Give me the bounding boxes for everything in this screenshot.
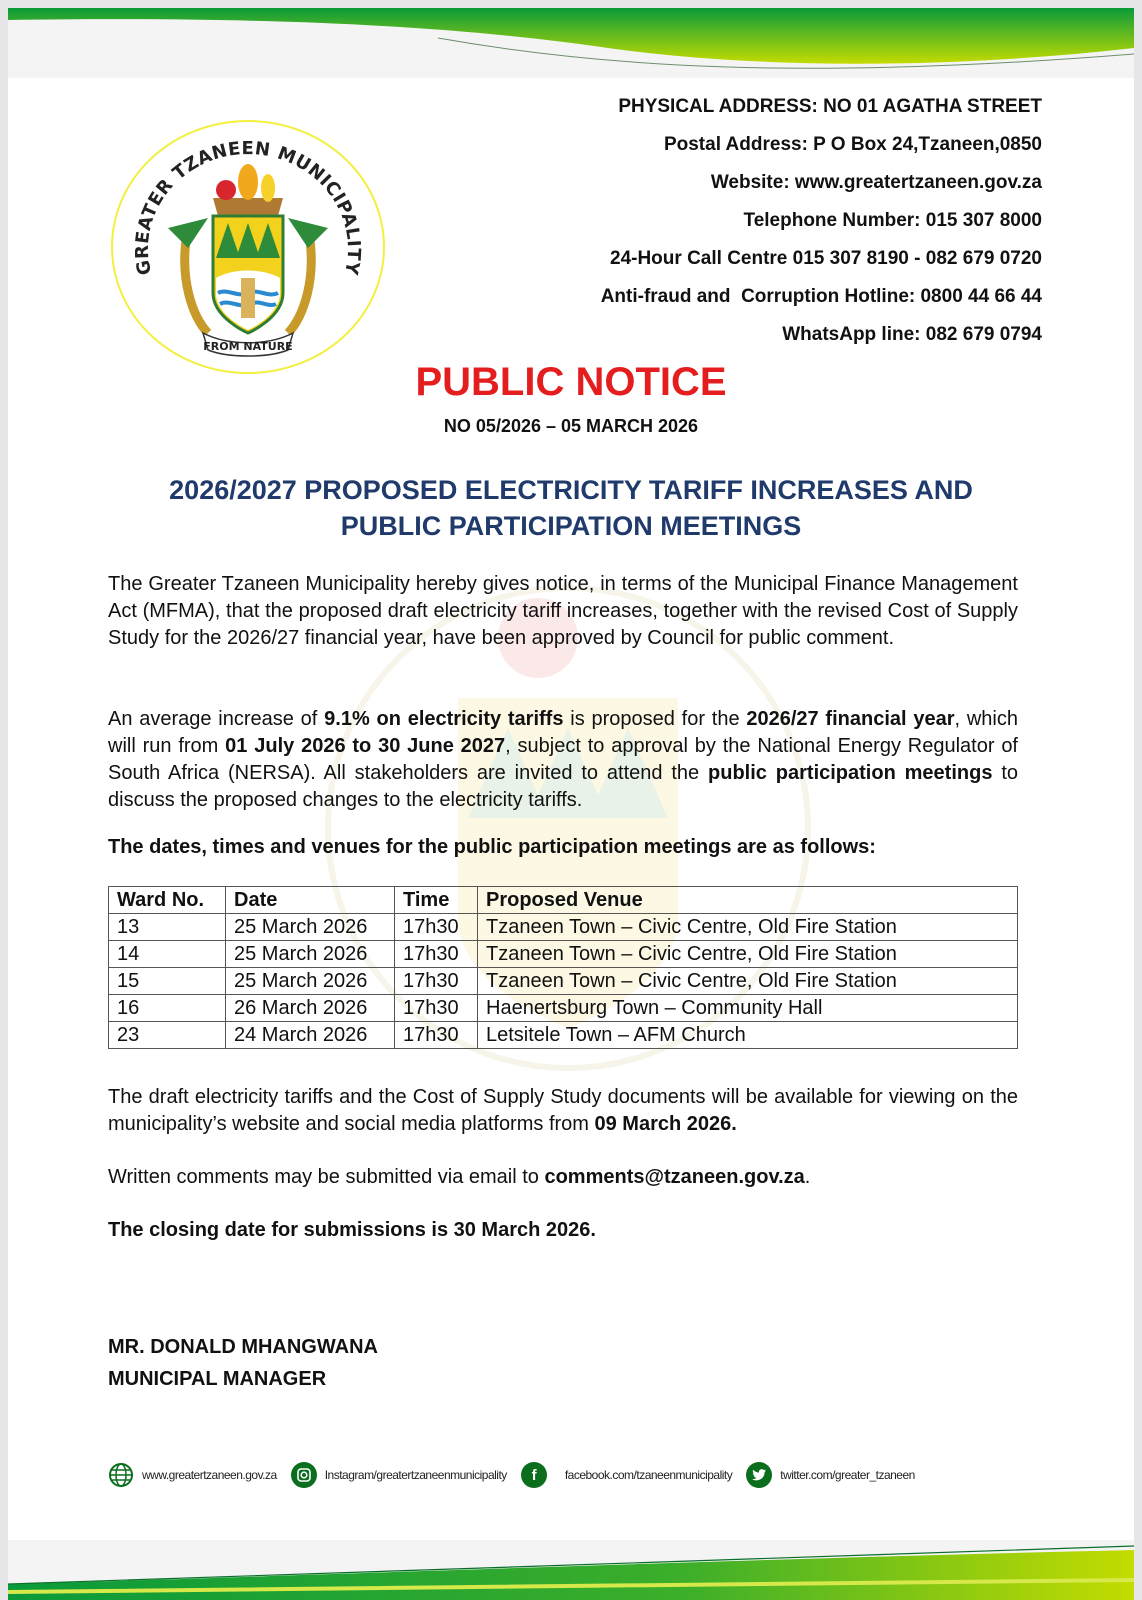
headline-line-1: 2026/2027 PROPOSED ELECTRICITY TARIFF INCREASES AND [169,475,973,505]
footer-website-link[interactable] [108,1462,277,1488]
venue-cell: Tzaneen Town – Civic Centre, Old Fire Station [478,968,1018,995]
meetings-table [108,886,1018,1049]
meetings-intro: The dates, times and venues for the public participation meetings are as follows: [108,836,876,858]
bold-run: 2026/27 financial year [746,708,955,730]
footer-website-text: www.greatertzaneen.gov.za [142,1468,277,1482]
venue-cell: Letsitele Town – AFM Church [478,1022,1018,1049]
logo-ring-text: GREATER TZANEEN MUNICIPALITY [131,138,365,277]
footer-instagram-link[interactable] [291,1462,507,1488]
headline-line-2: PUBLIC PARTICIPATION MEETINGS [340,511,802,541]
documents-paragraph [108,1084,1018,1138]
notice-title: PUBLIC NOTICE [415,360,727,404]
logo-motto: FROM NATURE [203,340,293,353]
text-run: to discuss the proposed changes to the electricity tariffs. [108,762,1019,811]
venue-cell: Tzaneen Town – Civic Centre, Old Fire Station [478,914,1018,941]
contact-details [601,88,1042,354]
header-venue: Proposed Venue [478,887,1018,914]
increase-paragraph [108,706,1018,814]
table-row [109,1022,1018,1049]
text-run: . [804,1166,811,1188]
table-row [109,941,1018,968]
header-date: Date [226,887,395,914]
telephone-line: Telephone Number: 015 307 8000 [743,210,1042,231]
signature-block [108,1331,378,1395]
text-run: is proposed for the [563,708,747,730]
facebook-icon: f [521,1462,547,1488]
footer-twitter-text: twitter.com/greater_tzaneen [780,1468,915,1482]
header-time: Time [395,887,478,914]
intro-paragraph: The Greater Tzaneen Municipality hereby gives notice, in terms of the Municipal Finance Management Act (MFMA), that the proposed draft electricity tariff increases, together with the revised Cost of Supply Study for the 2026/27 financial year, have been approved by Council for public comment. [108,573,1018,649]
comments-email[interactable]: comments@tzaneen.gov.za [544,1166,805,1188]
hotline-line: Anti-fraud and Corruption Hotline: 0800 44 66 44 [600,286,1042,307]
logo-ring-text-layer [108,118,388,376]
text-run: , subject to approval by the National Energy Regulator of South Africa (NERSA). All stakeholders are invited to attend the [108,735,1018,784]
bold-run: public participation meetings [708,762,993,784]
ward-cell: 16 [109,995,226,1022]
table-header-row [109,887,1018,914]
top-wave-banner [8,8,1134,78]
ward-cell: 15 [109,968,226,995]
whatsapp-line: WhatsApp line: 082 679 0794 [782,324,1042,345]
bold-run: 09 March 2026. [594,1113,737,1135]
venue-cell: Tzaneen Town – Civic Centre, Old Fire Station [478,941,1018,968]
ward-cell: 23 [109,1022,226,1049]
time-cell: 17h30 [395,914,478,941]
date-cell: 25 March 2026 [226,914,395,941]
ward-cell: 14 [109,941,226,968]
venue-cell: Haenertsburg Town – Community Hall [478,995,1018,1022]
website-line: Website: www.greatertzaneen.gov.za [710,172,1042,193]
time-cell: 17h30 [395,995,478,1022]
svg-text:GREATER TZANEEN MUNICIPALITY [132,138,364,277]
ward-cell: 13 [109,914,226,941]
call-centre-line: 24-Hour Call Centre 015 307 8190 - 082 679 0720 [610,248,1042,269]
bottom-wave-banner [8,1540,1134,1600]
footer-instagram-text: Instagram/greatertzaneenmunicipality [324,1468,507,1482]
time-cell: 17h30 [395,1022,478,1049]
footer-twitter-link[interactable] [746,1462,915,1488]
notice-number: NO 05/2026 – 05 MARCH 2026 [443,416,699,436]
footer-facebook-link[interactable] [521,1462,732,1488]
notice-headline [8,472,1134,544]
time-cell: 17h30 [395,968,478,995]
notice-page [8,8,1134,1600]
date-cell: 26 March 2026 [226,995,395,1022]
social-footer [108,1462,1048,1488]
bold-run: 9.1% on electricity tariffs [324,708,564,730]
text-run: Written comments may be submitted via email to [108,1166,545,1188]
bold-run: 01 July 2026 to 30 June 2027 [225,735,506,757]
table-row [109,995,1018,1022]
postal-address: Postal Address: P O Box 24,Tzaneen,0850 [663,134,1042,155]
signatory-name: MR. DONALD MHANGWANA [108,1336,378,1358]
table-row [109,968,1018,995]
footer-facebook-text: facebook.com/tzaneenmunicipality [564,1468,733,1482]
table-row [109,914,1018,941]
date-cell: 25 March 2026 [226,968,395,995]
physical-address: PHYSICAL ADDRESS: NO 01 AGATHA STREET [618,96,1042,117]
date-cell: 25 March 2026 [226,941,395,968]
header-ward: Ward No. [109,887,226,914]
text-run: The draft electricity tariffs and the Cost of Supply Study documents will be available for viewing on the municipality’s website and social media platforms from [108,1086,1018,1135]
time-cell: 17h30 [395,941,478,968]
comments-paragraph [108,1164,1018,1191]
date-cell: 24 March 2026 [226,1022,395,1049]
globe-icon [108,1462,134,1488]
instagram-icon [291,1462,317,1488]
text-run: An average increase of [108,708,325,730]
signatory-title: MUNICIPAL MANAGER [108,1368,327,1390]
twitter-icon [746,1462,772,1488]
text-run: , which will run from [108,708,1018,757]
closing-date: The closing date for submissions is 30 March 2026. [108,1219,596,1241]
